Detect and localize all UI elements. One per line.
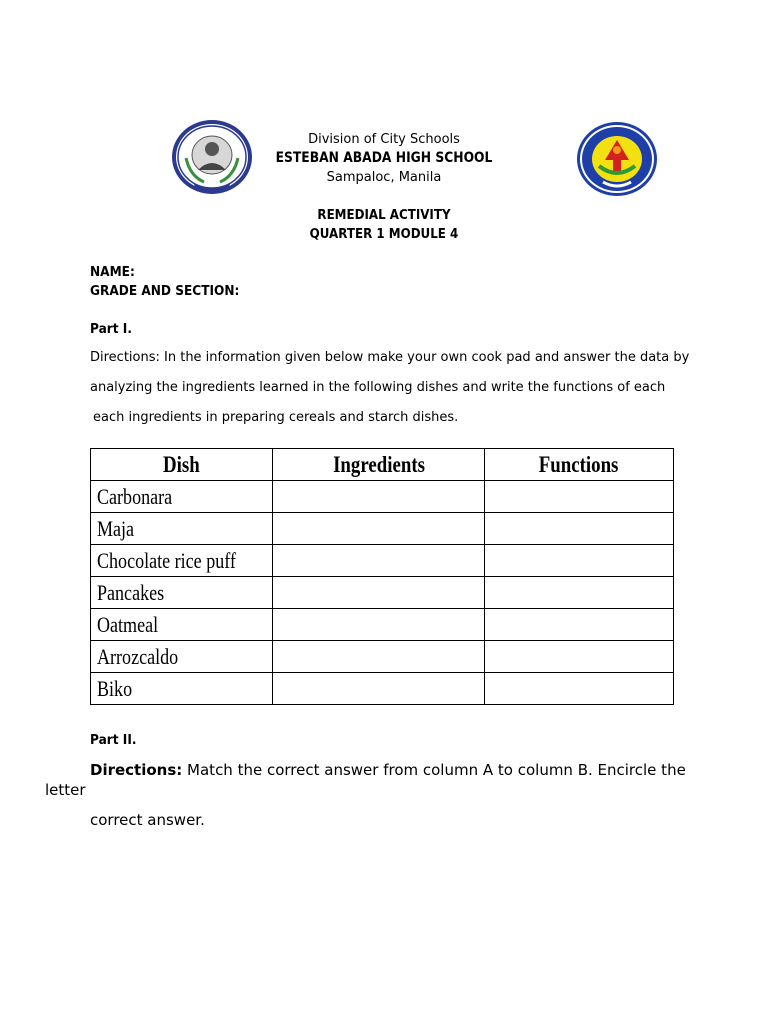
dish-cell: Arrozcaldo [91,641,273,673]
table-row [91,673,674,705]
school-location: Sampaloc, Manila [326,170,442,185]
dish-cell: Pancakes [91,577,273,609]
functions-cell[interactable] [484,513,673,545]
functions-cell[interactable] [484,545,673,577]
part1-directions-line: each ingredients in preparing cereals and starch dishes. [93,410,459,425]
column-header-dish: Dish [91,449,273,481]
table-header-row [91,449,674,481]
ingredients-cell[interactable] [273,481,484,513]
ingredients-cell[interactable] [273,641,484,673]
dish-table [90,448,674,705]
module-title: QUARTER 1 MODULE 4 [309,226,459,242]
name-label: NAME: [90,264,135,280]
functions-cell[interactable] [484,641,673,673]
table-row [91,545,674,577]
ingredients-cell[interactable] [273,513,484,545]
table-row [91,609,674,641]
ingredients-cell[interactable] [273,577,484,609]
dish-cell: Oatmeal [91,609,273,641]
functions-cell[interactable] [484,673,673,705]
table-row [91,577,674,609]
part1-directions-line: Directions: In the information given below make your own cook pad and answer the data by [90,350,690,365]
dish-cell: Chocolate rice puff [91,545,273,577]
table-row [91,481,674,513]
activity-title: REMEDIAL ACTIVITY [317,207,451,223]
part2-directions-last: correct answer. [90,811,205,829]
table-row [91,641,674,673]
functions-cell[interactable] [484,481,673,513]
dish-cell: Carbonara [91,481,273,513]
table-row [91,513,674,545]
ingredients-cell[interactable] [273,609,484,641]
dish-cell: Biko [91,673,273,705]
school-name: ESTEBAN ABADA HIGH SCHOOL [275,150,493,166]
part2-directions-wrap: letter [45,781,86,799]
ingredients-cell[interactable] [273,673,484,705]
functions-cell[interactable] [484,609,673,641]
dish-cell: Maja [91,513,273,545]
part1-heading: Part I. [90,321,132,337]
division-name: Division of City Schools [308,132,460,147]
part2-directions-text: Match the correct answer from column A to column B. Encircle the [182,761,686,779]
part2-directions-label: Directions: [90,761,183,779]
ingredients-cell[interactable] [273,545,484,577]
part2-directions [90,761,686,779]
part1-directions-line: analyzing the ingredients learned in the following dishes and write the functions of each [90,380,666,395]
column-header-functions: Functions [484,449,673,481]
grade-section-label: GRADE AND SECTION: [90,283,240,299]
part2-heading: Part II. [90,732,137,748]
column-header-ingredients: Ingredients [273,449,484,481]
functions-cell[interactable] [484,577,673,609]
